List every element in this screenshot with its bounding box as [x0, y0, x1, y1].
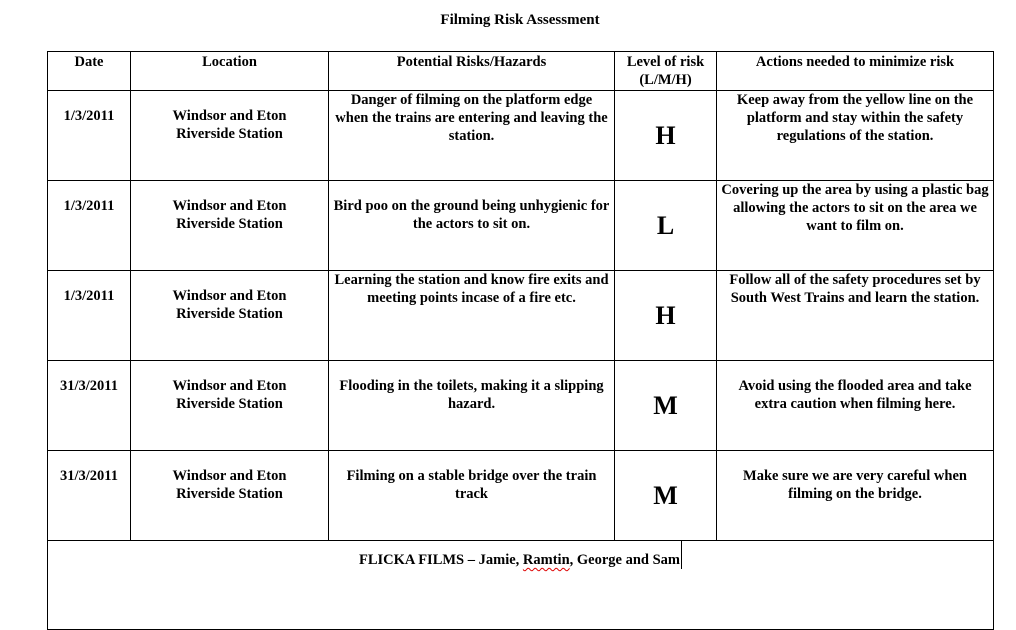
table-row: [48, 271, 994, 361]
location-line1: Windsor and Eton: [172, 288, 287, 304]
level-cell: H: [615, 271, 717, 361]
level-cell: M: [615, 451, 717, 541]
header-level-line2: (L/M/H): [639, 72, 692, 88]
date-cell: 1/3/2011: [48, 271, 131, 361]
table-row: [48, 451, 994, 541]
risk-cell: Filming on a stable bridge over the train track: [329, 451, 615, 541]
action-cell: Make sure we are very careful when filming on the bridge.: [717, 451, 994, 541]
header-risks: Potential Risks/Hazards: [329, 52, 615, 91]
table-row: [48, 361, 994, 451]
header-row: [48, 52, 994, 91]
header-location: Location: [131, 52, 329, 91]
table-row: [48, 91, 994, 181]
table-row: [48, 181, 994, 271]
document-title: Filming Risk Assessment: [440, 12, 600, 28]
action-cell: Avoid using the flooded area and take extra caution when filming here.: [717, 361, 994, 451]
date-cell: 31/3/2011: [48, 361, 131, 451]
risk-cell: Bird poo on the ground being unhygienic for the actors to sit on.: [329, 181, 615, 271]
header-level-line1: Level of risk: [626, 54, 705, 70]
header-date: Date: [48, 52, 131, 91]
footer-cell[interactable]: [48, 541, 994, 630]
level-cell: L: [615, 181, 717, 271]
text-cursor: [681, 541, 682, 569]
risk-cell: Danger of filming on the platform edge when the trains are entering and leaving the station.: [329, 91, 615, 181]
location-cell: [131, 91, 329, 181]
action-cell: Follow all of the safety procedures set by South West Trains and learn the station.: [717, 271, 994, 361]
date-cell: 1/3/2011: [48, 91, 131, 181]
footer-text-end: , George and Sam: [569, 552, 681, 568]
location-line2: Riverside Station: [176, 126, 283, 142]
footer-row: [48, 541, 994, 630]
date-cell: 1/3/2011: [48, 181, 131, 271]
location-line2: Riverside Station: [176, 306, 283, 322]
risk-cell: Flooding in the toilets, making it a slipping hazard.: [329, 361, 615, 451]
action-cell: Keep away from the yellow line on the platform and stay within the safety regulations of the station.: [717, 91, 994, 181]
location-line1: Windsor and Eton: [172, 378, 287, 394]
header-actions: Actions needed to minimize risk: [717, 52, 994, 91]
location-line1: Windsor and Eton: [172, 468, 287, 484]
risk-cell: Learning the station and know fire exits and meeting points incase of a fire etc.: [329, 271, 615, 361]
location-line1: Windsor and Eton: [172, 108, 287, 124]
location-cell: [131, 271, 329, 361]
location-line2: Riverside Station: [176, 216, 283, 232]
location-cell: [131, 181, 329, 271]
location-line2: Riverside Station: [176, 486, 283, 502]
action-cell: Covering up the area by using a plastic bag allowing the actors to sit on the area we want to film on.: [717, 181, 994, 271]
misspelled-word[interactable]: Ramtin: [522, 552, 570, 568]
location-cell: [131, 361, 329, 451]
header-level: [615, 52, 717, 91]
level-cell: M: [615, 361, 717, 451]
date-cell: 31/3/2011: [48, 451, 131, 541]
location-line1: Windsor and Eton: [172, 198, 287, 214]
risk-assessment-table: [47, 51, 994, 630]
location-cell: [131, 451, 329, 541]
level-cell: H: [615, 91, 717, 181]
location-line2: Riverside Station: [176, 396, 283, 412]
footer-text-start: FLICKA FILMS – Jamie,: [358, 552, 523, 568]
